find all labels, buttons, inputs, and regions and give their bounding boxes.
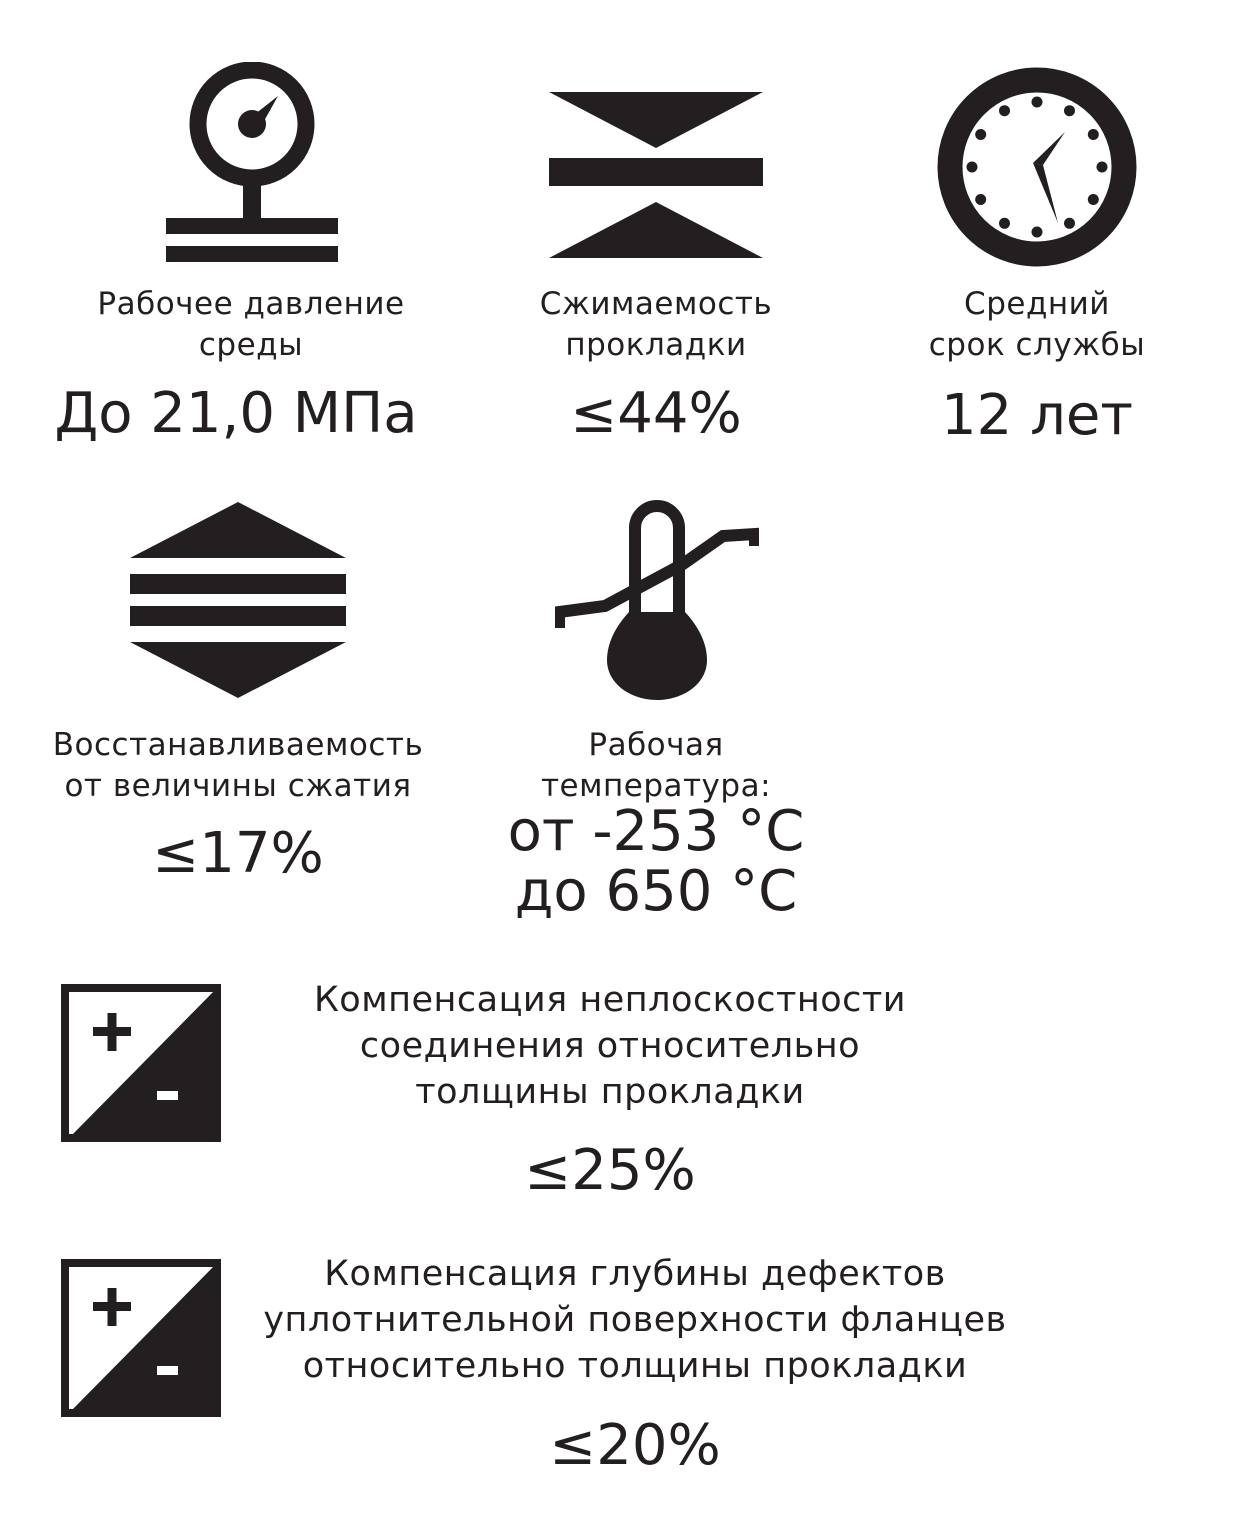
defect-depth-value: ≤20% xyxy=(549,1413,721,1478)
plus-minus-compensation-icon xyxy=(60,1258,222,1418)
non-flatness-label: Компенсация неплоскостности соединения относительно толщины прокладки xyxy=(313,980,907,1112)
temperature-value: от -253 °С до 650 °С xyxy=(507,799,805,924)
thermometer-icon xyxy=(555,500,759,702)
plus-minus-compensation-icon xyxy=(60,983,222,1143)
recovery-icon xyxy=(128,502,348,698)
temperature-label: Рабочая температура: xyxy=(540,727,772,804)
compression-icon xyxy=(547,92,765,260)
compression-value: ≤44% xyxy=(570,381,742,446)
defect-depth-label: Компенсация глубины дефектов уплотнительной поверхности фланцев относительно толщины прокладки xyxy=(263,1254,1007,1386)
non-flatness-value: ≤25% xyxy=(524,1138,696,1203)
clock-icon xyxy=(937,67,1137,267)
recovery-label: Восстанавливаемость от величины сжатия xyxy=(52,727,424,804)
pressure-gauge-icon xyxy=(162,62,342,266)
compression-label: Сжимаемость прокладки xyxy=(539,286,773,363)
pressure-label: Рабочее давление среды xyxy=(97,286,405,363)
pressure-value: До 21,0 МПа xyxy=(54,381,418,446)
service-life-value: 12 лет xyxy=(941,383,1133,448)
service-life-label: Средний срок службы xyxy=(928,286,1146,363)
recovery-value: ≤17% xyxy=(152,821,324,886)
